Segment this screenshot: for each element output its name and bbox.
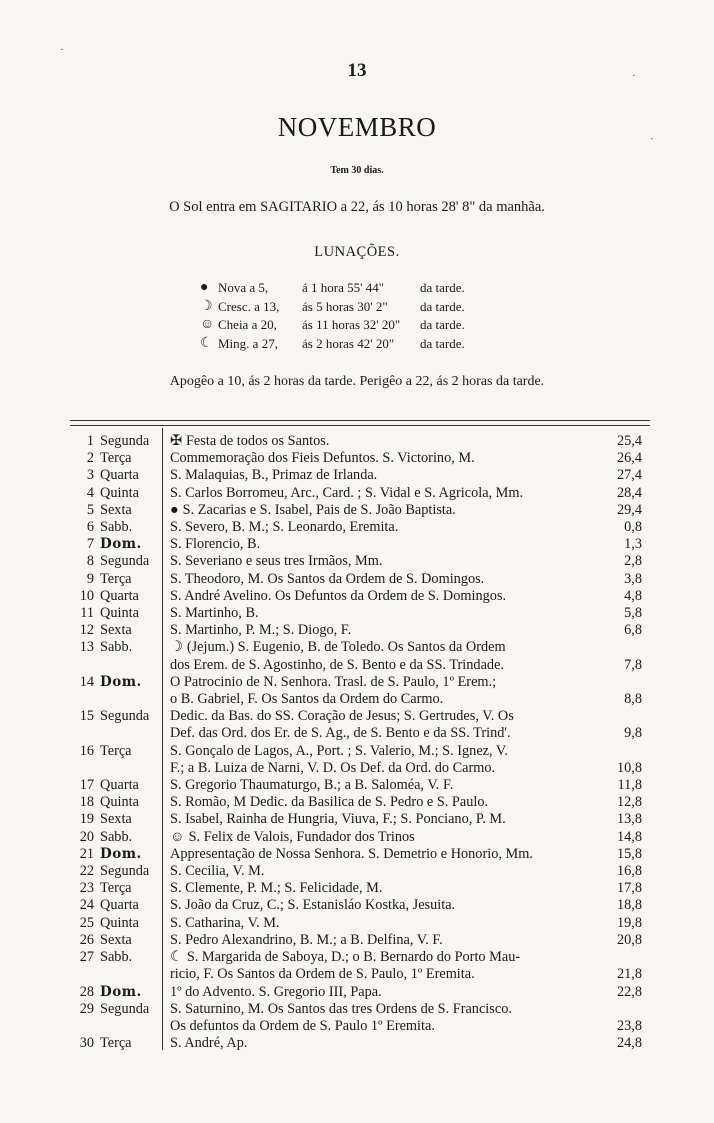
golden-number: 21,8 [616, 966, 642, 983]
entry-line [170, 657, 600, 674]
entry-line [170, 1001, 600, 1018]
entry-line [170, 485, 600, 502]
weekday: Dom. [100, 536, 142, 553]
entry-line [170, 794, 600, 811]
feast-symbol-icon: ☾ [170, 949, 183, 966]
entry-line [170, 897, 600, 914]
golden-number: 13,8 [616, 811, 642, 828]
entry-text: O Patrocinio de N. Senhora. Trasl. de S. Paulo, 1º Erem.; [170, 673, 497, 690]
weekday: Quarta [100, 587, 139, 604]
weekday: Segunda [100, 863, 150, 880]
speck-mark: · [632, 70, 636, 82]
saints-entry [170, 984, 600, 1001]
days-note: Tem 30 dias. [330, 165, 384, 176]
day-number: 23 [79, 880, 94, 897]
weekday: Dom. [100, 673, 142, 690]
day-number: 13 [79, 639, 94, 656]
golden-number: 5,8 [624, 605, 642, 622]
day-number: 6 [86, 519, 94, 536]
golden-number: 2,8 [624, 553, 642, 570]
saints-entry [170, 605, 600, 622]
phase-time: ás 5 horas 30' 2" [302, 298, 388, 314]
saints-entry [170, 519, 600, 536]
entry-line [170, 863, 600, 880]
calendar-row [64, 502, 654, 519]
calendar-table [64, 433, 654, 1052]
saints-entry [170, 536, 600, 553]
entry-text: S. Zacarias e S. Isabel, Pais de S. João Baptista. [182, 501, 456, 518]
entry-line [170, 743, 600, 760]
phase-name: Ming. a 27, [218, 335, 278, 351]
calendar-row [64, 708, 654, 742]
entry-text: S. Isabel, Rainha de Hungria, Viuva, F.; S. Ponciano, P. M. [170, 811, 506, 828]
saints-entry [170, 829, 600, 846]
entry-text: S. Pedro Alexandrino, B. M.; a B. Delfina, V. F. [170, 931, 443, 948]
entry-text: Festa de todos os Santos. [185, 433, 330, 449]
entry-text: S. Clemente, P. M.; S. Felicidade, M. [170, 880, 383, 897]
calendar-row [64, 863, 654, 880]
day-number: 22 [79, 863, 94, 880]
entry-line [170, 639, 600, 656]
day-number: 26 [79, 931, 94, 948]
calendar-row [64, 811, 654, 828]
saints-entry [170, 846, 600, 863]
phase-name: Nova a 5, [218, 280, 269, 295]
golden-number: 22,8 [616, 983, 642, 1000]
calendar-row [64, 743, 654, 777]
weekday: Segunda [100, 708, 150, 725]
golden-number: 18,8 [616, 897, 642, 914]
saints-entry [170, 915, 600, 932]
saints-entry [170, 863, 600, 880]
saints-entry [170, 433, 600, 450]
weekday: Sexta [100, 931, 132, 948]
calendar-row [64, 571, 654, 588]
saints-entry [170, 1035, 600, 1052]
golden-number: 9,8 [624, 725, 642, 742]
day-number: 12 [79, 622, 94, 639]
saints-entry [170, 743, 600, 777]
entry-line [170, 450, 600, 467]
golden-number: 19,8 [616, 914, 642, 931]
weekday: Segunda [100, 553, 150, 570]
saints-entry [170, 639, 600, 673]
entry-line [170, 777, 600, 794]
feast-symbol-icon: ● [170, 501, 179, 518]
saints-entry [170, 932, 600, 949]
feast-symbol-icon: ✠ [170, 433, 182, 449]
phase-name: Cresc. a 13, [218, 298, 280, 314]
weekday: Segunda [100, 433, 150, 449]
entry-line [170, 519, 600, 536]
entry-text: S. Romão, M Dedic. da Basilica de S. Pedro e S. Paulo. [170, 794, 489, 811]
calendar-row [64, 1001, 654, 1035]
phase-time: ás 11 horas 32' 20" [302, 317, 401, 332]
calendar-row [64, 639, 654, 673]
saints-entry [170, 553, 600, 570]
last-quarter-moon-icon: ☾ [200, 335, 213, 351]
golden-number: 24,8 [616, 1035, 642, 1052]
calendar-row [64, 519, 654, 536]
entry-text: S. Carlos Borromeu, Arc., Card. ; S. Vidal e S. Agricola, Mm. [170, 484, 524, 501]
saints-entry [170, 777, 600, 794]
day-number: 11 [80, 605, 94, 622]
saints-entry [170, 1001, 600, 1035]
calendar-row [64, 485, 654, 502]
saints-entry [170, 502, 600, 519]
golden-number: 3,8 [624, 570, 642, 587]
entry-text: Appresentação de Nossa Senhora. S. Demetrio e Honorio, Mm. [170, 845, 533, 862]
day-number: 28 [79, 983, 94, 1000]
golden-number: 17,8 [616, 880, 642, 897]
day-number: 30 [79, 1035, 94, 1052]
entry-text: 1º do Advento. S. Gregorio III, Papa. [170, 983, 382, 1000]
calendar-row [64, 433, 654, 450]
day-number: 9 [86, 570, 94, 587]
entry-text: (Jejum.) S. Eugenio, B. de Toledo. Os Santos da Ordem [186, 639, 506, 656]
entry-line [170, 708, 600, 725]
calendar-row [64, 553, 654, 570]
calendar-row [64, 622, 654, 639]
phase-new-moon [200, 279, 530, 298]
calendar-row [64, 588, 654, 605]
entry-line [170, 915, 600, 932]
phase-first-quarter [200, 298, 530, 317]
calendar-row [64, 536, 654, 553]
phase-period: da tarde. [420, 298, 465, 314]
golden-number: 0,8 [624, 519, 642, 536]
moon-phases-list [200, 279, 530, 353]
entry-line [170, 622, 600, 639]
entry-line [170, 1035, 600, 1052]
weekday: Quarta [100, 777, 139, 794]
day-number: 3 [86, 467, 94, 484]
weekday: Quinta [100, 914, 139, 931]
entry-line [170, 760, 600, 777]
page-number: 13 [347, 60, 367, 81]
entry-line [170, 605, 600, 622]
saints-entry [170, 880, 600, 897]
golden-number: 23,8 [616, 1017, 642, 1034]
golden-number: 8,8 [624, 691, 642, 708]
saints-entry [170, 467, 600, 484]
day-number: 27 [79, 949, 94, 966]
day-number: 4 [86, 484, 94, 501]
entry-text: S. André Avelino. Os Defuntos da Ordem de S. Domingos. [170, 587, 507, 604]
calendar-row [64, 846, 654, 863]
saints-entry [170, 708, 600, 742]
entry-text: S. André, Ap. [170, 1035, 248, 1052]
entry-text: Os defuntos da Ordem de S. Paulo 1º Eremita. [170, 1017, 435, 1034]
golden-number: 16,8 [616, 863, 642, 880]
calendar-row [64, 450, 654, 467]
calendar-row [64, 605, 654, 622]
entry-line [170, 829, 600, 846]
golden-number: 28,4 [616, 484, 642, 501]
saints-entry [170, 485, 600, 502]
entry-text: S. Catharina, V. M. [170, 914, 280, 931]
weekday: Terça [100, 1035, 132, 1052]
saints-entry [170, 949, 600, 983]
entry-text: S. João da Cruz, C.; S. Estanisláo Kostka, Jesuita. [170, 897, 456, 914]
header-rule-top [70, 420, 650, 421]
entry-text: S. Martinho, B. [170, 605, 259, 622]
entry-text: ricio, F. Os Santos da Ordem de S. Paulo, 1º Eremita. [170, 966, 475, 983]
golden-number: 25,4 [616, 433, 642, 449]
weekday: Dom. [100, 983, 142, 1000]
entry-line [170, 553, 600, 570]
calendar-row [64, 932, 654, 949]
entry-text: S. Margarida de Saboya, D.; o B. Bernardo do Porto Mau- [186, 949, 521, 966]
apogee-perigee-line: Apogêo a 10, ás 2 horas da tarde. Perigêo a 22, ás 2 horas da tarde. [169, 374, 545, 389]
golden-number: 6,8 [624, 622, 642, 639]
entry-text: S. Felix de Valois, Fundador dos Trinos [188, 828, 415, 845]
entry-line [170, 984, 600, 1001]
new-moon-icon: ● [200, 280, 209, 295]
saints-entry [170, 588, 600, 605]
saints-entry [170, 897, 600, 914]
weekday: Sexta [100, 622, 132, 639]
saints-entry [170, 811, 600, 828]
phase-name: Cheia a 20, [218, 317, 277, 332]
weekday: Sabb. [100, 949, 133, 966]
weekday: Terça [100, 450, 132, 467]
golden-number: 15,8 [616, 845, 642, 862]
entry-text: dos Erem. de S. Agostinho, de S. Bento e da SS. Trindade. [170, 656, 504, 673]
sun-entry-line: O Sol entra em SAGITARIO a 22, ás 10 horas 28' 8" da manhãa. [169, 199, 545, 215]
calendar-row [64, 467, 654, 484]
entry-line [170, 949, 600, 966]
entry-line [170, 811, 600, 828]
day-number: 15 [79, 708, 94, 725]
day-number: 1 [86, 433, 94, 449]
full-moon-face-icon: ☺ [200, 317, 215, 332]
day-number: 29 [79, 1000, 94, 1017]
saints-entry [170, 674, 600, 708]
entry-text: S. Theodoro, M. Os Santos da Ordem de S. Domingos. [170, 570, 485, 587]
entry-line [170, 846, 600, 863]
day-number: 5 [86, 501, 94, 518]
lunations-title: LUNAÇÕES. [314, 244, 400, 260]
entry-line [170, 502, 600, 519]
entry-text: Def. das Ord. dos Er. de S. Ag., de S. Bento e da SS. Trind'. [170, 725, 511, 742]
day-number: 2 [86, 450, 94, 467]
phase-time: ás 2 horas 42' 20" [302, 335, 395, 351]
golden-number: 4,8 [624, 587, 642, 604]
calendar-row [64, 1035, 654, 1052]
speck-mark: ˏ [650, 128, 654, 140]
entry-line [170, 588, 600, 605]
saints-entry [170, 571, 600, 588]
weekday: Quinta [100, 794, 139, 811]
feast-symbol-icon: ☺ [170, 828, 185, 845]
entry-text: S. Saturnino, M. Os Santos das tres Ordens de S. Francisco. [170, 1000, 512, 1017]
first-quarter-moon-icon: ☽ [200, 298, 213, 314]
calendar-row [64, 777, 654, 794]
day-number: 10 [79, 587, 94, 604]
weekday: Dom. [100, 845, 142, 862]
day-number: 7 [86, 536, 94, 553]
entry-line [170, 880, 600, 897]
day-number: 16 [79, 742, 94, 759]
entry-line [170, 536, 600, 553]
golden-number: 12,8 [616, 794, 642, 811]
entry-text: S. Severo, B. M.; S. Leonardo, Eremita. [170, 519, 399, 536]
day-number: 24 [79, 897, 94, 914]
calendar-row [64, 829, 654, 846]
phase-period: da tarde. [420, 335, 465, 351]
entry-text: S. Florencio, B. [170, 536, 261, 553]
weekday: Quarta [100, 467, 139, 484]
phase-full-moon [200, 316, 530, 335]
phase-period: da tarde. [420, 280, 465, 295]
entry-text: S. Cecilia, V. M. [170, 863, 265, 880]
golden-number: 7,8 [624, 656, 642, 673]
weekday: Quinta [100, 605, 139, 622]
weekday: Terça [100, 742, 132, 759]
entry-text: S. Malaquias, B., Primaz de Irlanda. [170, 467, 378, 484]
golden-number: 1,3 [624, 536, 642, 553]
entry-line [170, 571, 600, 588]
saints-entry [170, 622, 600, 639]
month-title: NOVEMBRO [277, 112, 437, 142]
calendar-row [64, 915, 654, 932]
phase-period: da tarde. [420, 317, 465, 332]
day-number: 21 [79, 845, 94, 862]
calendar-row [64, 794, 654, 811]
entry-line [170, 932, 600, 949]
entry-line [170, 1018, 600, 1035]
golden-number: 11,8 [617, 777, 642, 794]
feast-symbol-icon: ☽ [170, 639, 183, 656]
day-number: 20 [79, 828, 94, 845]
entry-line [170, 674, 600, 691]
entry-line [170, 691, 600, 708]
golden-number: 14,8 [616, 828, 642, 845]
entry-text: S. Martinho, P. M.; S. Diogo, F. [170, 622, 352, 639]
golden-number: 26,4 [616, 450, 642, 467]
weekday: Quinta [100, 484, 139, 501]
entry-line [170, 725, 600, 742]
phase-time: á 1 hora 55' 44" [302, 280, 385, 295]
entry-line [170, 966, 600, 983]
header-rule-bottom [70, 425, 650, 426]
day-number: 8 [86, 553, 94, 570]
day-number: 18 [79, 794, 94, 811]
weekday: Terça [100, 570, 132, 587]
saints-entry [170, 450, 600, 467]
calendar-row [64, 674, 654, 708]
day-number: 19 [79, 811, 94, 828]
golden-number: 29,4 [616, 501, 642, 518]
entry-text: F.; a B. Luiza de Narni, V. D. Os Def. da Ord. do Carmo. [170, 759, 496, 776]
saints-entry [170, 794, 600, 811]
entry-text: S. Gregorio Thaumaturgo, B.; a B. Saloméa, V. F. [170, 777, 454, 794]
weekday: Terça [100, 880, 132, 897]
golden-number: 10,8 [616, 759, 642, 776]
calendar-row [64, 984, 654, 1001]
weekday: Sabb. [100, 639, 133, 656]
entry-line [170, 433, 600, 450]
day-number: 17 [79, 777, 94, 794]
weekday: Sexta [100, 501, 132, 518]
entry-line [170, 467, 600, 484]
day-number: 25 [79, 914, 94, 931]
entry-text: Dedic. da Bas. do SS. Coração de Jesus; S. Gertrudes, V. Os [170, 708, 514, 725]
entry-text: S. Gonçalo de Lagos, A., Port. ; S. Valerio, M.; S. Ignez, V. [170, 742, 508, 759]
calendar-row [64, 949, 654, 983]
calendar-row [64, 897, 654, 914]
phase-last-quarter [200, 335, 530, 354]
entry-text: o B. Gabriel, F. Os Santos da Ordem do Carmo. [170, 691, 444, 708]
calendar-row [64, 880, 654, 897]
weekday: Sabb. [100, 519, 133, 536]
weekday: Segunda [100, 1000, 150, 1017]
weekday: Quarta [100, 897, 139, 914]
entry-text: S. Severiano e seus tres Irmãos, Mm. [170, 553, 383, 570]
entry-text: Commemoração dos Fieis Defuntos. S. Victorino, M. [170, 450, 475, 467]
speck-mark: · [60, 44, 64, 56]
golden-number: 20,8 [616, 931, 642, 948]
weekday: Sabb. [100, 828, 133, 845]
weekday: Sexta [100, 811, 132, 828]
golden-number: 27,4 [616, 467, 642, 484]
day-number: 14 [79, 673, 94, 690]
